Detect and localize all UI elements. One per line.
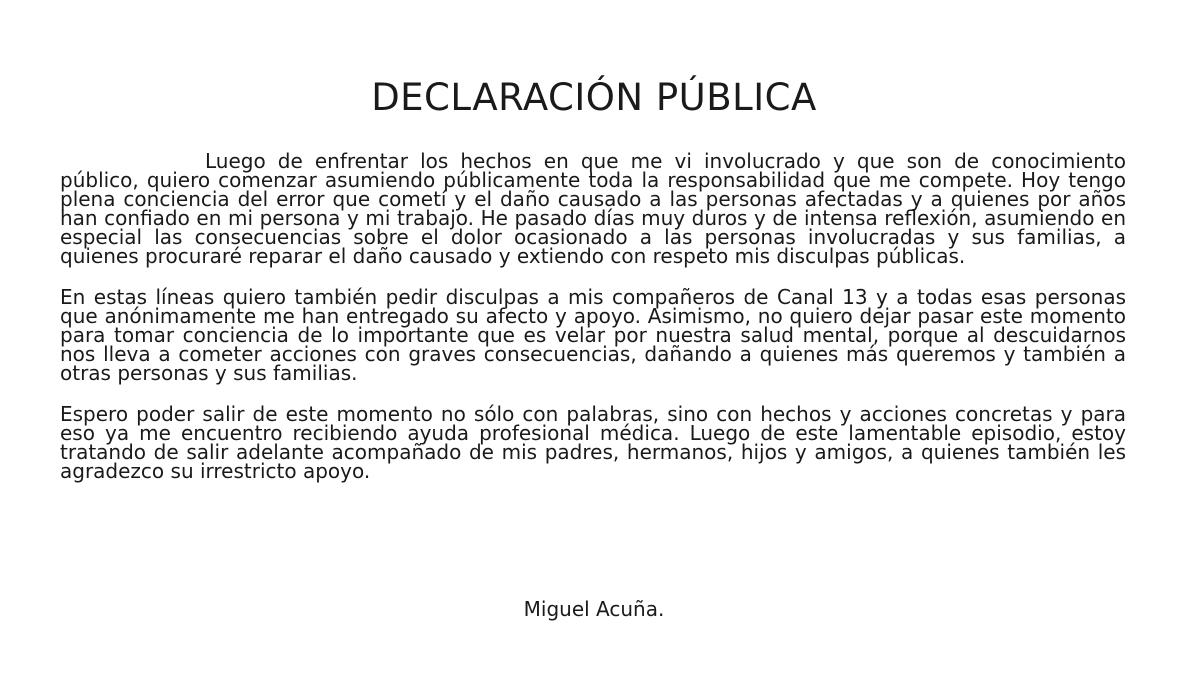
paragraph-2: En estas líneas quiero también pedir disculpas a mis compañeros de Canal 13 y a todas esas personas que anónimamente me han entregado su afecto y apoyo. Asimismo, no quiero dejar pasar este momento para tomar conciencia de lo importante que es velar por nuestra salud mental, porque al descuidarnos nos lleva a cometer acciones con graves consecuencias, dañando a quienes más queremos y también a otras personas y sus familias. xyxy=(60,285,1126,385)
paragraph-1: Luego de enfrentar los hechos en que me vi involucrado y que son de conocimiento público, quiero comenzar asumiendo públicamente toda la responsabilidad que me compete. Hoy tengo plena conciencia del error que cometí y el daño causado a las personas afectadas y a quienes por años han confiado en mi persona y mi trabajo. He pasado días muy duros y de intensa reflexión, asumiendo en especial las consecuencias sobre el dolor ocasionado a las personas involucradas y sus familias, a quienes procuraré reparar el daño causado y extiendo con respeto mis disculpas públicas. xyxy=(60,149,1126,268)
document-title: DECLARACIÓN PÚBLICA xyxy=(371,76,817,119)
statement-body xyxy=(60,149,1126,503)
paragraph-3: Espero poder salir de este momento no sólo con palabras, sino con hechos y acciones concretas y para eso ya me encuentro recibiendo ayuda profesional médica. Luego de este lamentable episodio, estoy tratando de salir adelante acompañado de mis padres, hermanos, hijos y amigos, a quienes también les agradezco su irrestricto apoyo. xyxy=(60,402,1126,483)
signature: Miguel Acuña. xyxy=(523,597,665,621)
